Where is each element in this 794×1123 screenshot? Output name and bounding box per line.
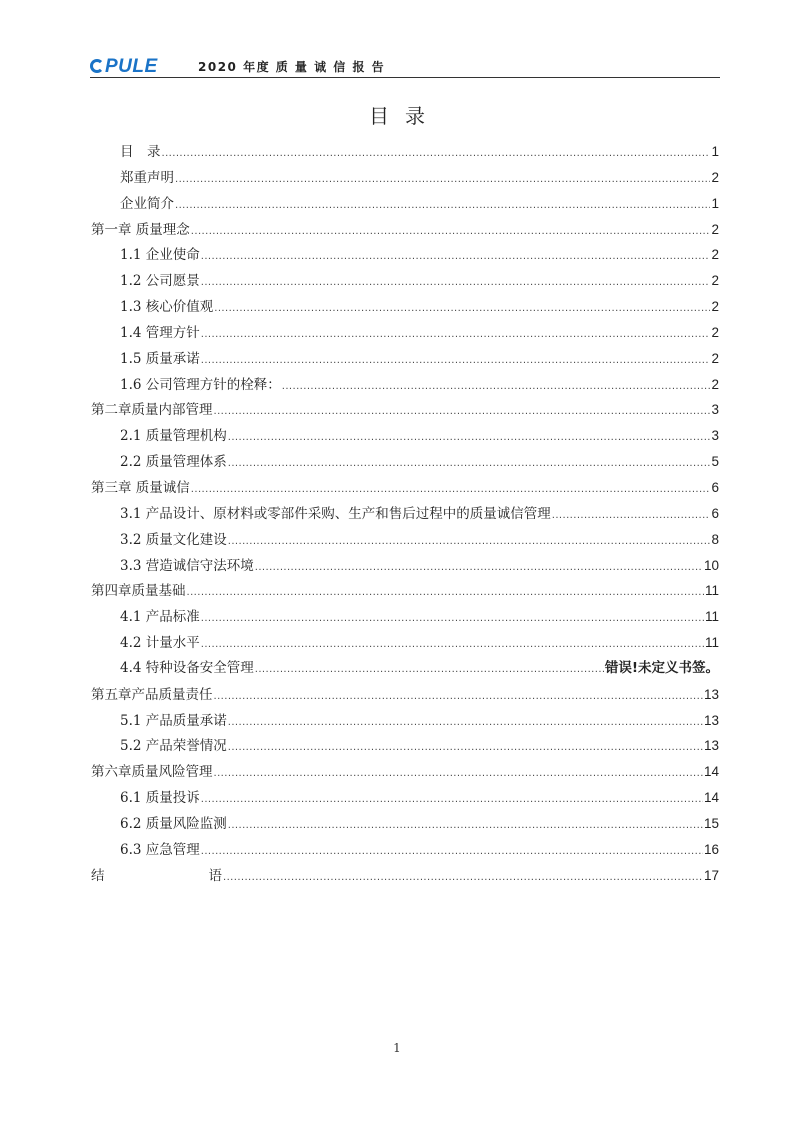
- toc-entry[interactable]: [91, 397, 719, 423]
- toc-leader-dots: [223, 865, 703, 891]
- toc-leader-dots: [201, 839, 703, 865]
- toc-entry-page: 11: [704, 609, 719, 625]
- toc-entry[interactable]: [91, 785, 719, 811]
- toc-entry-label: 5.1 产品质量承诺: [120, 712, 227, 729]
- toc-leader-dots: [214, 684, 703, 710]
- toc-entry[interactable]: [91, 811, 719, 837]
- toc-entry-page: 2: [711, 247, 719, 263]
- logo-text: PULE: [105, 56, 158, 77]
- toc-entry-label: 4.1 产品标准: [120, 609, 200, 626]
- toc-entry[interactable]: [91, 217, 719, 243]
- toc-title: 目录: [369, 104, 441, 128]
- toc-entry[interactable]: [91, 449, 719, 475]
- toc-entry-page: 13: [703, 738, 719, 754]
- toc-entry-label: 1.1 企业使命: [120, 247, 200, 264]
- toc-entry-label: 企业简介: [120, 195, 174, 212]
- toc-entry-page: 14: [703, 764, 719, 780]
- page-header: [90, 53, 720, 78]
- toc-entry-label: 2.1 质量管理机构: [120, 428, 227, 445]
- toc-entry[interactable]: [91, 501, 719, 527]
- page-number: 1: [393, 1041, 401, 1055]
- toc-leader-dots: [187, 580, 704, 606]
- toc-entry-page: 2: [711, 350, 719, 366]
- toc-entry-label: 6.1 质量投诉: [120, 790, 200, 807]
- toc-entry[interactable]: [91, 475, 719, 501]
- toc-entry-label: 3.2 质量文化建设: [120, 531, 227, 548]
- toc-entry-label: 第五章产品质量责任: [91, 686, 213, 703]
- toc-leader-dots: [282, 374, 711, 400]
- toc-entry-label: 6.3 应急管理: [120, 841, 200, 858]
- toc-entry-label: 4.4 特种设备安全管理: [120, 659, 254, 676]
- toc-entry[interactable]: [91, 527, 719, 553]
- toc-leader-dots: [191, 219, 711, 245]
- toc-entry-label: 目 录: [120, 144, 161, 160]
- toc-entry-page: 2: [711, 273, 719, 289]
- company-logo: [90, 57, 158, 77]
- toc-entry-label: 第六章质量风险管理: [91, 764, 213, 781]
- toc-entry-page: 11: [704, 635, 719, 651]
- toc-leader-dots: [214, 399, 711, 425]
- toc-entry-page: 10: [703, 557, 719, 573]
- toc-entry-page: 2: [711, 169, 719, 185]
- toc-entry[interactable]: [91, 708, 719, 734]
- toc-leader-dots: [175, 167, 710, 193]
- toc-leader-dots: [201, 322, 711, 348]
- toc-entry[interactable]: [91, 346, 719, 372]
- toc-entry[interactable]: [91, 139, 719, 165]
- toc-entry-label: 1.5 质量承诺: [120, 350, 200, 367]
- logo-mark-icon: [90, 59, 104, 73]
- toc-entry[interactable]: [91, 553, 719, 579]
- toc-entry[interactable]: [91, 165, 719, 191]
- toc-entry-page: 15: [703, 815, 719, 831]
- toc-leader-dots: [201, 787, 703, 813]
- toc-leader-dots: [228, 813, 703, 839]
- header-title: 2020 年度 质 量 诚 信 报 告: [198, 60, 386, 74]
- toc-leader-dots: [214, 296, 710, 322]
- toc-leader-dots: [228, 529, 711, 555]
- toc-entry-error: 错误!未定义书签。: [604, 659, 719, 676]
- toc-leader-dots: [162, 141, 711, 167]
- toc-leader-dots: [201, 270, 711, 296]
- toc-entry[interactable]: [91, 242, 719, 268]
- toc-entry-label: 1.4 管理方针: [120, 324, 200, 341]
- toc-entry-page: 5: [711, 454, 719, 470]
- toc-entry-page: 2: [711, 324, 719, 340]
- toc-entry-label: 6.2 质量风险监测: [120, 815, 227, 832]
- toc-entry[interactable]: [91, 423, 719, 449]
- toc-entry[interactable]: [91, 837, 719, 863]
- toc-entry-page: 1: [711, 144, 719, 159]
- toc-entry[interactable]: [91, 372, 719, 398]
- toc-entry-page: 2: [711, 376, 719, 392]
- toc-entry-label: 2.2 质量管理体系: [120, 454, 227, 471]
- toc-entry-label: 1.6 公司管理方针的栓释：: [120, 376, 281, 393]
- toc-entry-page: 2: [711, 221, 719, 237]
- toc-entry-label: 第二章质量内部管理: [91, 402, 213, 419]
- toc-entry-label: 5.2 产品荣誉情况: [120, 738, 227, 755]
- toc-entry-page: 13: [703, 712, 719, 728]
- toc-leader-dots: [255, 555, 703, 581]
- toc-leader-dots: [228, 710, 703, 736]
- toc-entry-label: 第四章质量基础: [91, 583, 186, 600]
- toc-entry[interactable]: [91, 320, 719, 346]
- toc-leader-dots: [228, 735, 703, 761]
- toc-leader-dots: [552, 503, 711, 529]
- toc-entry[interactable]: [91, 759, 719, 785]
- toc-leader-dots: [201, 348, 711, 374]
- toc-entry-page: 16: [703, 841, 719, 857]
- toc-leader-dots: [175, 193, 710, 219]
- toc-leader-dots: [201, 632, 704, 658]
- toc-leader-dots: [255, 657, 604, 683]
- toc-entry[interactable]: [91, 863, 719, 889]
- toc-entry[interactable]: [91, 630, 719, 656]
- toc-entry-page: 8: [711, 531, 719, 547]
- toc-entry[interactable]: [91, 191, 719, 217]
- toc-entry[interactable]: [91, 682, 719, 708]
- toc-entry[interactable]: [91, 604, 719, 630]
- toc-leader-dots: [228, 451, 711, 477]
- toc-entry-page: 13: [703, 686, 719, 702]
- toc-entry[interactable]: [91, 733, 719, 759]
- toc-entry[interactable]: [91, 268, 719, 294]
- toc-entry-page: 3: [711, 402, 719, 418]
- toc-leader-dots: [191, 477, 711, 503]
- toc-entry-label: 3.1 产品设计、原材料或零部件采购、生产和售后过程中的质量诚信管理: [120, 505, 551, 522]
- table-of-contents: [91, 139, 719, 888]
- toc-leader-dots: [201, 606, 704, 632]
- toc-entry-page: 6: [711, 505, 719, 521]
- toc-entry-page: 6: [711, 479, 719, 495]
- toc-entry[interactable]: [91, 656, 719, 682]
- toc-leader-dots: [214, 761, 703, 787]
- toc-entry-label: 4.2 计量水平: [120, 635, 200, 652]
- toc-entry-page: 11: [704, 583, 719, 599]
- toc-entry-page: 17: [703, 867, 719, 883]
- toc-entry-label: 第一章 质量理念: [91, 221, 190, 238]
- toc-entry-label: 第三章 质量诚信: [91, 479, 190, 496]
- toc-entry-page: 2: [711, 299, 719, 315]
- toc-entry-label: 1.2 公司愿景: [120, 273, 200, 290]
- toc-entry[interactable]: [91, 578, 719, 604]
- toc-entry-label: 1.3 核心价值观: [120, 299, 214, 316]
- toc-entry-label: 郑重声明: [120, 169, 174, 186]
- toc-entry-label: 结 语: [91, 867, 222, 884]
- toc-leader-dots: [228, 425, 711, 451]
- toc-entry-page: 3: [711, 428, 719, 444]
- toc-entry-page: 1: [711, 195, 719, 211]
- toc-entry[interactable]: [91, 294, 719, 320]
- toc-entry-label: 3.3 营造诚信守法环境: [120, 557, 254, 574]
- toc-entry-page: 14: [703, 790, 719, 806]
- toc-leader-dots: [201, 244, 711, 270]
